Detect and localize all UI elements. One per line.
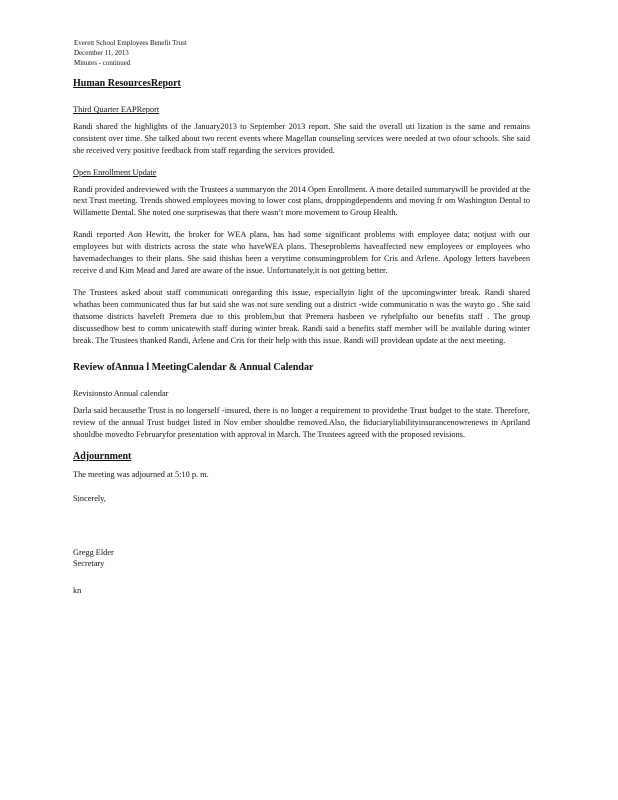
enrollment-paragraph-3: The Trustees asked about staff communicati onregarding this issue, especiallyin light of the upcomingwinter break. Randi shared whathas been communicated thus far but said she was not sure sending out a district -wide communicatio n was the wayto go . She said thatsome districts haveleft Premera due to this problem,but that Premera hasbeen ve ryhelpfulto our benefits staff . The group discussedhow best to comm unicatewith staff during winter break. Randi said a benefits staff member will be available during winter break. The Trustees thanked Randi, Arlene and Cris for their help with this issue. Randi will providean update at the next meeting. bbox=[73, 287, 530, 345]
adjournment-paragraph: The meeting was adjourned at 5:10 p. m. bbox=[73, 470, 209, 480]
enrollment-paragraph-2: Randi reported Aon Hewitt, the broker for WEA plans, has had some significant problems with employee data; notjust with our employees but with districts across the state who haveWEA plans. Theseproblems haveaffected new employees or employees who havemadechanges to their plans. She said thishas been a verytime consumingproblem for Cris and Arlene. Apology letters havebeen receive d and Kim Mead and Jared are aware of the issue. Unfortunately,it is not getting better. bbox=[73, 230, 530, 275]
calendar-review-heading: Review ofAnnua l MeetingCalendar & Annual Calendar bbox=[73, 362, 314, 374]
calendar-revisions-paragraph: Darla said becausethe Trust is no longerself -insured, there is no longer a requirement to providethe Trust budget to the state. Therefore, review of the annual Trust budget listed in Nov ember shouldbe removed.Also, the fiduciaryliabilityinsurancenowrenews in Apriland shouldbe movedto Februaryfor presentation with approval in March. The Trustees agreed with the proposed revisions. bbox=[73, 406, 530, 440]
page-header bbox=[74, 38, 187, 68]
eap-report-paragraph: Randi shared the highlights of the January2013 to September 2013 report. She said the overall uti lization is the same and remains consistent over time. She talked about two recent events where Magellan counseling services were needed at two ofour schools. She said she received very positive feedback from staff regarding the services provided. bbox=[73, 121, 530, 155]
signature-block bbox=[73, 547, 530, 569]
eap-report-subheading: Third Quarter EAPReport bbox=[73, 105, 160, 114]
signer-role: Secretary bbox=[73, 558, 105, 568]
signer-name: Gregg Elder bbox=[73, 547, 114, 557]
open-enrollment-subheading: Open Enrollment Update bbox=[73, 167, 157, 177]
salutation: Sincerely, bbox=[73, 493, 106, 503]
header-date: December 11, 2013 bbox=[74, 49, 129, 57]
enrollment-paragraph-1: Randi provided andreviewed with the Trustees a summaryon the 2014 Open Enrollment. A more detailed summarywill be provided at the next Trust meeting. Trends showed employees moving to lower cost plans, droppingdependents and moving fr om Washington Dental to Willamette Dental. She noted one surprisewas that there wasn’t more movement to Group Health. bbox=[73, 184, 530, 218]
adjournment-heading: Adjournment bbox=[73, 451, 132, 463]
calendar-revisions-subheading: Revisionsto Annual calendar bbox=[73, 389, 169, 399]
hr-report-heading: Human ResourcesReport bbox=[73, 78, 181, 89]
document-body bbox=[73, 78, 530, 597]
header-organization: Everett School Employees Benefit Trust bbox=[74, 39, 187, 47]
typist-initials: kn bbox=[73, 585, 82, 595]
header-continued: Minutes - continued bbox=[74, 59, 131, 67]
